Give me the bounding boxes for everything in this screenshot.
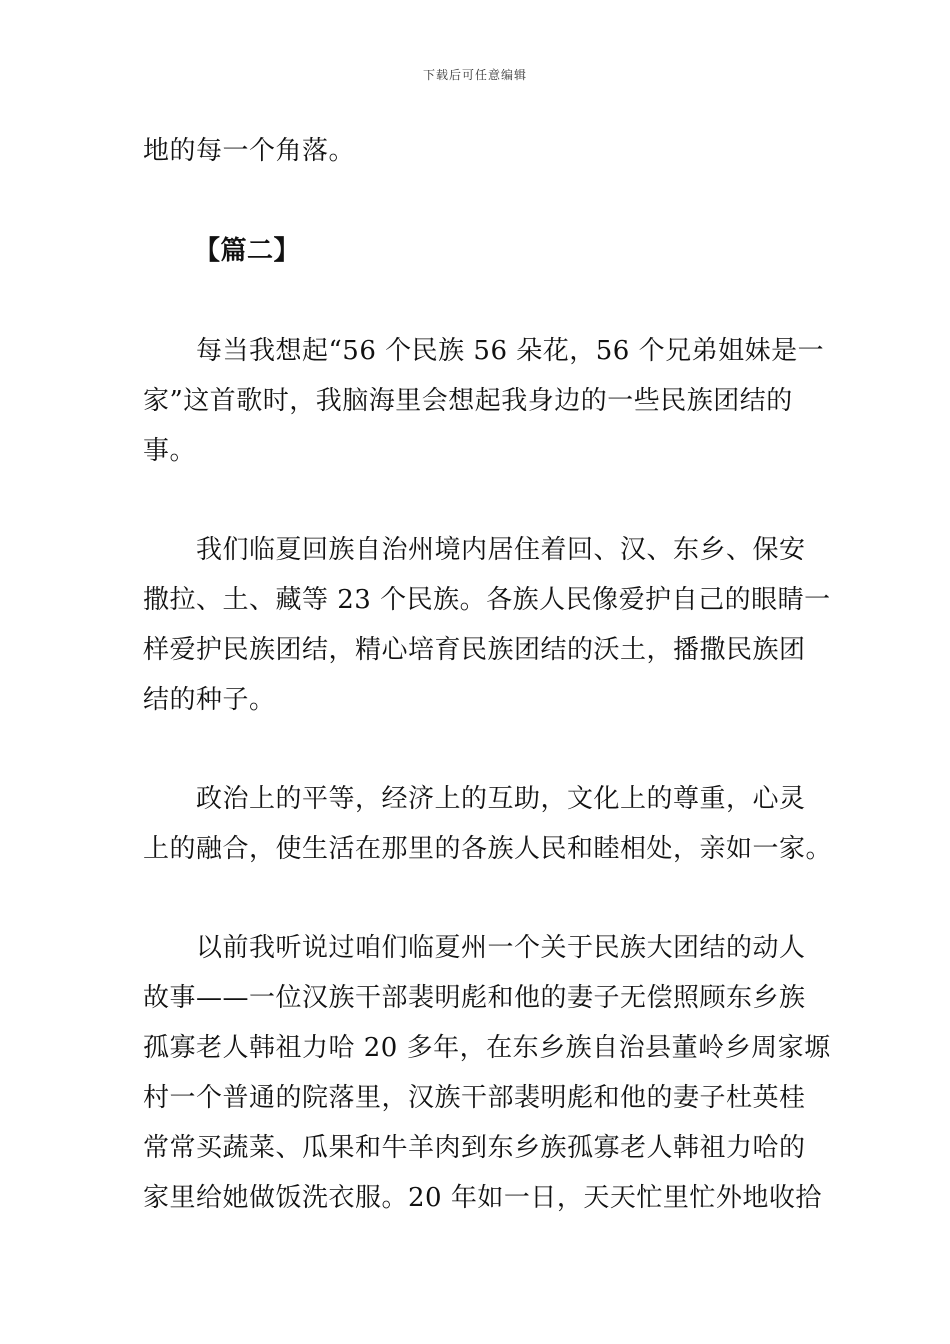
paragraph-line: 每当我想起“56 个民族 56 朵花，56 个兄弟姐妹是一 [196,336,825,366]
paragraph-line: 政治上的平等，经济上的互助，文化上的尊重，心灵 [196,784,806,814]
paragraph-line: 家里给她做饭洗衣服。20 年如一日，天天忙里忙外地收拾 [143,1183,822,1213]
paragraph-line: 地的每一个角落。 [143,136,356,166]
paragraph-line: 常常买蔬菜、瓜果和牛羊肉到东乡族孤寡老人韩祖力哈的 [143,1133,806,1163]
paragraph-line: 样爱护民族团结，精心培育民族团结的沃土，播撒民族团 [143,635,806,665]
paragraph-line: 结的种子。 [143,685,276,715]
paragraph-line: 上的融合，使生活在那里的各族人民和睦相处，亲如一家。 [143,834,833,864]
paragraph-line: 村一个普通的院落里，汉族干部裴明彪和他的妻子杜英桂 [143,1083,806,1113]
section-heading: 【篇二】 [194,236,301,266]
paragraph-line: 故事——一位汉族干部裴明彪和他的妻子无偿照顾东乡族 [143,983,806,1013]
paragraph-line: 撒拉、土、藏等 23 个民族。各族人民像爱护自己的眼睛一 [143,585,831,615]
paragraph-line: 以前我听说过咱们临夏州一个关于民族大团结的动人 [196,933,806,963]
paragraph-line: 我们临夏回族自治州境内居住着回、汉、东乡、保安 [196,535,806,565]
paragraph-line: 家”这首歌时，我脑海里会想起我身边的一些民族团结的 [143,386,793,416]
paragraph-line: 孤寡老人韩祖力哈 20 多年，在东乡族自治县董岭乡周家塬 [143,1033,831,1063]
header-note: 下载后可任意编辑 [422,68,527,82]
paragraph-line: 事。 [143,436,197,466]
